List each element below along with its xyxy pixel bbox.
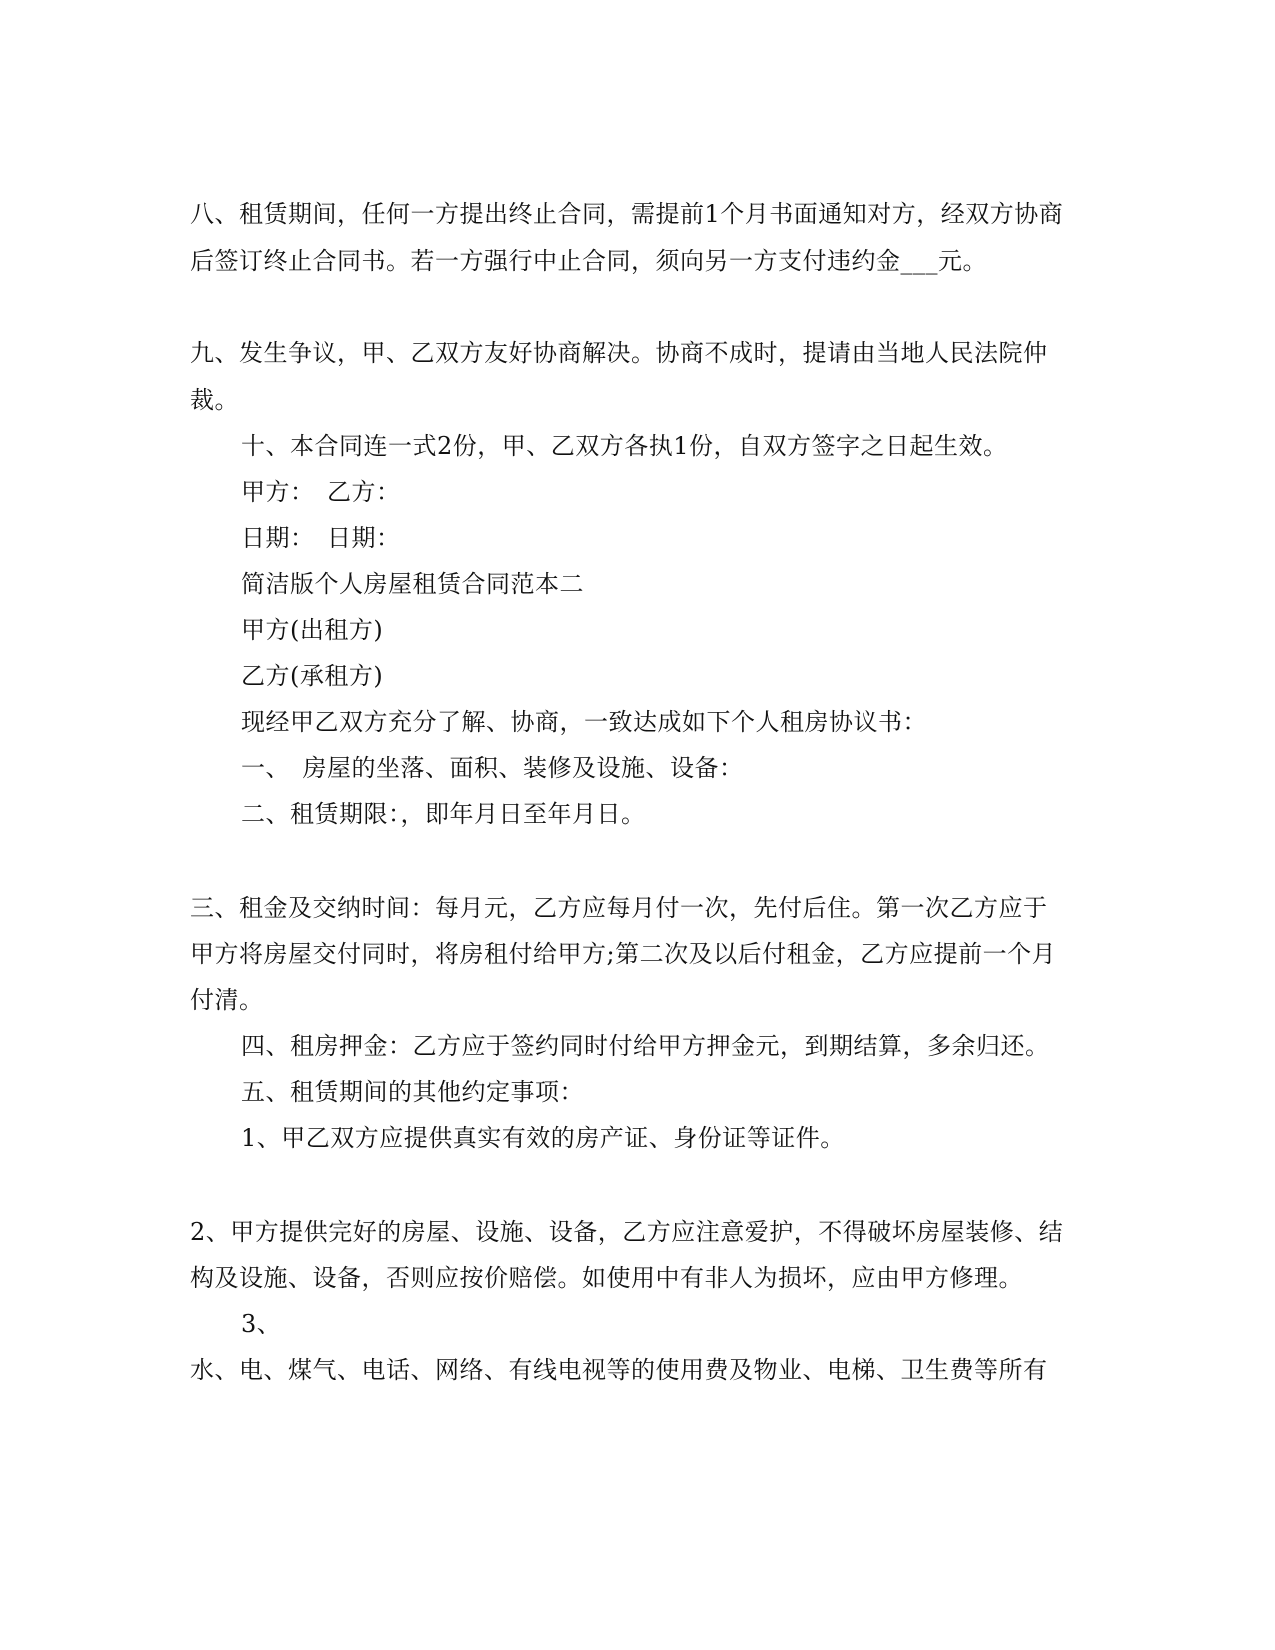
clause-8-line-1: 八、租赁期间，任何一方提出终止合同，需提前1个月书面通知对方，经双方协商 — [190, 200, 1064, 228]
party-signatures: 甲方： 乙方： — [241, 478, 401, 506]
item-3-line-1: 水、电、煤气、电话、网络、有线电视等的使用费及物业、电梯、卫生费等所有 — [190, 1356, 1048, 1384]
clause-2: 二、租赁期限：，即年月日至年月日。 — [241, 800, 646, 828]
clause-3-line-1: 三、租金及交纳时间：每月元，乙方应每月付一次，先付后住。第一次乙方应于 — [190, 894, 1048, 922]
contract-title-2: 简洁版个人房屋租赁合同范本二 — [241, 570, 584, 598]
clause-5: 五、租赁期间的其他约定事项： — [241, 1078, 584, 1106]
clause-4: 四、租房押金：乙方应于签约同时付给甲方押金元，到期结算，多余归还。 — [241, 1032, 1050, 1060]
party-b-label: 乙方(承租方) — [241, 662, 384, 690]
clause-9-line-2: 裁。 — [190, 386, 239, 414]
item-2-line-1: 2、甲方提供完好的房屋、设施、设备，乙方应注意爱护，不得破坏房屋装修、结 — [190, 1218, 1064, 1246]
party-a-label: 甲方(出租方) — [241, 616, 384, 644]
agreement-preamble: 现经甲乙双方充分了解、协商，一致达成如下个人租房协议书： — [241, 708, 927, 736]
clause-1: 一、 房屋的坐落、面积、装修及设施、设备： — [241, 754, 744, 782]
signature-dates: 日期： 日期： — [241, 524, 401, 552]
item-2-line-2: 构及设施、设备，否则应按价赔偿。如使用中有非人为损坏，应由甲方修理。 — [190, 1264, 1023, 1292]
item-1: 1、甲乙双方应提供真实有效的房产证、身份证等证件。 — [241, 1124, 845, 1152]
item-3-label: 3、 — [241, 1310, 282, 1338]
clause-9-line-1: 九、发生争议，甲、乙双方友好协商解决。协商不成时，提请由当地人民法院仲 — [190, 339, 1048, 367]
clause-10: 十、本合同连一式2份，甲、乙双方各执1份，自双方签字之日起生效。 — [241, 432, 1008, 460]
clause-3-line-3: 付清。 — [190, 986, 264, 1014]
clause-3-line-2: 甲方将房屋交付同时，将房租付给甲方;第二次及以后付租金，乙方应提前一个月 — [190, 940, 1057, 968]
clause-8-line-2: 后签订终止合同书。若一方强行中止合同，须向另一方支付违约金___元。 — [190, 247, 987, 275]
